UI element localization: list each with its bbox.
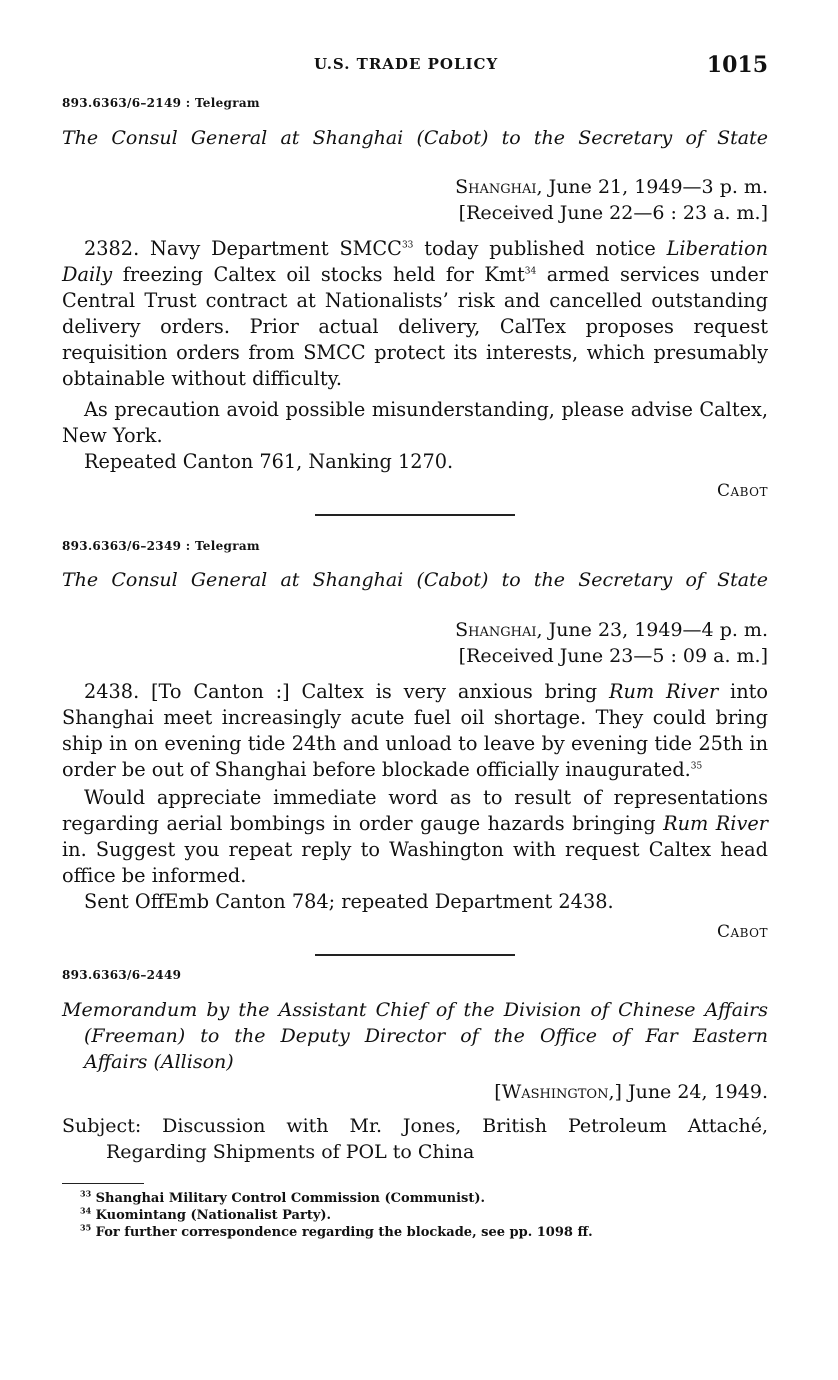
paragraph-2-1 — [62, 679, 768, 783]
text-run: into Shanghai meet increasingly acute fuel oil shortage. They could bring ship in on evening tide 24th and unload to leave by evening tide 25th in order be out of Shanghai before blockade officially inaugurated. — [62, 680, 768, 781]
footnote-ref: 33 — [401, 240, 414, 251]
subject-line-2: Regarding Shipments of POL to China — [106, 1141, 475, 1163]
dateline-1 — [455, 174, 768, 200]
received-line-2: [Received June 23—5 : 09 a. m.] — [458, 645, 768, 667]
dateline-3 — [494, 1079, 768, 1105]
footnote-number: 33 — [80, 1188, 92, 1199]
signature-2: Cabot — [716, 922, 768, 942]
dateline-place-1: Shanghai, — [455, 176, 543, 198]
running-head — [62, 52, 768, 82]
memo-heading-line-3: Affairs (Allison) — [84, 1051, 234, 1073]
dateline-date-1: June 21, 1949—3 p. m. — [548, 176, 768, 198]
dateline-date-2: June 23, 1949—4 p. m. — [548, 619, 768, 641]
ship-name: Rum River — [608, 680, 719, 703]
text-run: in. Suggest you repeat reply to Washington with request Caltex head office be informed. — [62, 838, 768, 887]
footnote-number: 35 — [80, 1222, 92, 1233]
memo-subject — [62, 1113, 768, 1165]
footnote-35 — [80, 1224, 760, 1241]
paragraph-1-2: As precaution avoid possible misunderstanding, please advise Caltex, New York. — [62, 398, 768, 447]
footnote-ref: 35 — [690, 761, 703, 772]
footnote-divider — [62, 1183, 144, 1184]
file-number-1: 893.6363/6–2149 : Telegram — [62, 96, 260, 110]
signature-1: Cabot — [716, 481, 768, 501]
memo-heading — [62, 997, 768, 1075]
paragraph-2-2 — [62, 785, 768, 889]
dateline-place-2: Shanghai, — [455, 619, 543, 641]
running-head-title: U.S. TRADE POLICY — [314, 55, 499, 73]
document-heading-1: The Consul General at Shanghai (Cabot) to the Secretary of State — [62, 127, 768, 149]
paragraph-1-1 — [62, 236, 768, 392]
section-divider — [315, 514, 515, 516]
footnote-ref: 34 — [524, 266, 537, 277]
footnote-text: For further correspondence regarding the blockade, see pp. 1098 ff. — [95, 1225, 593, 1240]
text-run: Would appreciate immediate word as to result of representations regarding aerial bombings in order gauge hazards bringing — [62, 786, 768, 835]
dateline-place-3: [Washington,] — [494, 1081, 622, 1103]
newspaper-title: Liberation Daily — [62, 237, 768, 286]
text-run: armed services under Central Trust contract at Nationalists’ risk and cancelled outstanding delivery orders. Prior actual delivery, CalTex proposes request requisition orders from SMCC protect its interests, which presumably obtainable without difficulty. — [62, 263, 768, 390]
footnote-number: 34 — [80, 1205, 92, 1216]
memo-heading-line-1: Memorandum by the Assistant Chief of the Division of Chinese Affairs — [62, 999, 768, 1021]
text-run: 2382. Navy Department SMCC — [84, 237, 402, 260]
dateline-date-3: June 24, 1949. — [627, 1081, 768, 1103]
page-number: 1015 — [706, 52, 768, 78]
text-run: freezing Caltex oil stocks held for Kmt — [122, 263, 525, 286]
file-number-3: 893.6363/6–2449 — [62, 968, 182, 982]
document-heading-2: The Consul General at Shanghai (Cabot) to the Secretary of State — [62, 569, 768, 591]
paragraph-1-3: Repeated Canton 761, Nanking 1270. — [84, 450, 454, 473]
text-run: 2438. [To Canton :] Caltex is very anxious bring — [84, 680, 598, 703]
footnote-34 — [80, 1207, 760, 1224]
ship-name: Rum River — [663, 812, 768, 835]
dateline-2 — [455, 617, 768, 643]
file-number-2: 893.6363/6–2349 : Telegram — [62, 539, 260, 553]
footnote-text: Shanghai Military Control Commission (Communist). — [95, 1191, 486, 1206]
memo-heading-line-2: (Freeman) to the Deputy Director of the Office of Far Eastern — [84, 1025, 768, 1047]
text-run: today published notice — [424, 237, 656, 260]
subject-line-1: Subject: Discussion with Mr. Jones, British Petroleum Attaché, — [62, 1115, 768, 1137]
footnote-33 — [80, 1190, 760, 1207]
footnote-text: Kuomintang (Nationalist Party). — [95, 1208, 332, 1223]
paragraph-2-3: Sent OffEmb Canton 784; repeated Department 2438. — [84, 890, 614, 913]
received-line-1: [Received June 22—6 : 23 a. m.] — [458, 202, 768, 224]
section-divider — [315, 954, 515, 956]
footnotes — [80, 1190, 760, 1241]
